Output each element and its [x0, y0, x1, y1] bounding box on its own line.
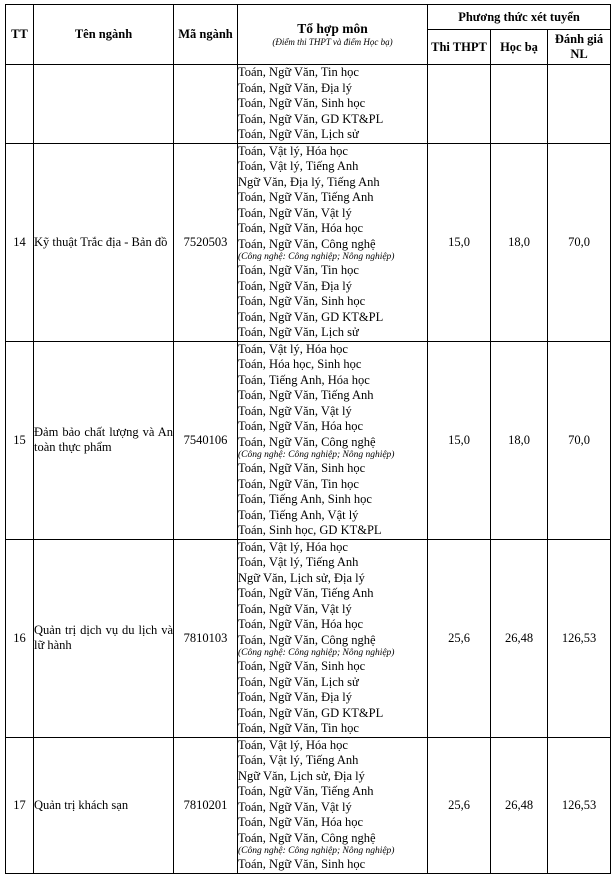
row-major-name: Quản trị dịch vụ du lịch và lữ hành: [34, 539, 174, 737]
combo-item: Toán, Ngữ Văn, Lịch sử: [238, 127, 359, 141]
combo-item: Toán, Ngữ Văn, Tin học: [238, 263, 359, 277]
combo-item: Toán, Ngữ Văn, Tiếng Anh: [238, 784, 374, 798]
table-row: [6, 539, 611, 737]
combo-item: Toán, Ngữ Văn, Sinh học: [238, 294, 366, 308]
table-row: [6, 341, 611, 539]
row-score-thpt: 15,0: [428, 341, 491, 539]
header-hoc-ba: Học bạ: [491, 30, 548, 65]
row-score-thpt: 25,6: [428, 539, 491, 737]
combo-item: Toán, Ngữ Văn, Công nghệ: [238, 434, 376, 449]
table-header: [6, 5, 611, 65]
combo-item: Toán, Ngữ Văn, Địa lý: [238, 278, 352, 293]
combo-item: Toán, Vật lý, Tiếng Anh: [238, 753, 359, 767]
table-row: [6, 65, 611, 144]
row-subject-combos: [238, 737, 428, 873]
row-tt: 15: [6, 341, 34, 539]
row-major-name: [34, 65, 174, 144]
combo-item: Toán, Tiếng Anh, Vật lý: [238, 507, 359, 522]
combo-item: Ngữ Văn, Địa lý, Tiếng Anh: [238, 174, 380, 189]
combo-item: Toán, Ngữ Văn, Hóa học: [238, 221, 364, 235]
combo-item: Toán, Tiếng Anh, Sinh học: [238, 492, 372, 506]
combo-item: Toán, Vật lý, Hóa học: [238, 737, 348, 752]
combo-item: Toán, Ngữ Văn, Vật lý: [238, 403, 352, 418]
combo-item: Toán, Ngữ Văn, GD KT&PL: [238, 111, 384, 126]
combo-item: Toán, Ngữ Văn, Địa lý: [238, 80, 352, 95]
combo-item: Toán, Vật lý, Tiếng Anh: [238, 555, 359, 569]
row-score-dgnl: 70,0: [548, 341, 611, 539]
row-major-name: Đảm bảo chất lượng và An toàn thực phẩm: [34, 341, 174, 539]
row-score-dgnl: [548, 65, 611, 144]
row-score-hoc-ba: [491, 65, 548, 144]
row-tt: 14: [6, 143, 34, 341]
combo-item: Toán, Ngữ Văn, Vật lý: [238, 799, 352, 814]
combo-item: Toán, Ngữ Văn, Sinh học: [238, 96, 366, 110]
combo-item: Ngữ Văn, Lịch sử, Địa lý: [238, 768, 365, 783]
row-subject-combos: [238, 65, 428, 144]
combo-item: Toán, Ngữ Văn, Sinh học: [238, 461, 366, 475]
row-major-code: 7520503: [174, 143, 238, 341]
combo-item: Toán, Vật lý, Hóa học: [238, 143, 348, 158]
combo-item: Toán, Tiếng Anh, Hóa học: [238, 372, 370, 387]
combo-item: Toán, Ngữ Văn, Vật lý: [238, 205, 352, 220]
combo-item: Toán, Ngữ Văn, Công nghệ: [238, 830, 376, 845]
combo-item: Toán, Ngữ Văn, Hóa học: [238, 419, 364, 433]
table-body: [6, 65, 611, 874]
combo-item: Toán, Ngữ Văn, Lịch sử: [238, 674, 359, 689]
combo-item: Toán, Ngữ Văn, Tiếng Anh: [238, 388, 374, 402]
header-thpt: Thi THPT: [428, 30, 491, 65]
row-subject-combos: [238, 143, 428, 341]
combo-item: Toán, Ngữ Văn, Tin học: [238, 721, 359, 735]
row-tt: 17: [6, 737, 34, 873]
row-score-thpt: 15,0: [428, 143, 491, 341]
row-major-code: [174, 65, 238, 144]
row-major-name: Kỹ thuật Trắc địa - Bản đồ: [34, 143, 174, 341]
header-tt: TT: [6, 5, 34, 65]
combo-item: Toán, Ngữ Văn, Tiếng Anh: [238, 190, 374, 204]
row-major-code: 7540106: [174, 341, 238, 539]
header-major-name: Tên ngành: [34, 5, 174, 65]
admission-table: [5, 4, 611, 874]
row-major-code: 7810201: [174, 737, 238, 873]
row-score-dgnl: 126,53: [548, 539, 611, 737]
combo-note: (Công nghệ: Công nghiệp; Nông nghiệp): [238, 648, 395, 658]
combo-item: Toán, Ngữ Văn, Hóa học: [238, 815, 364, 829]
combo-note: (Công nghệ: Công nghiệp; Nông nghiệp): [238, 846, 395, 856]
row-subject-combos: [238, 539, 428, 737]
combo-note: (Công nghệ: Công nghiệp; Nông nghiệp): [238, 450, 395, 460]
header-dgnl: Đánh giá NL: [548, 30, 611, 65]
row-score-dgnl: 126,53: [548, 737, 611, 873]
combo-item: Toán, Ngữ Văn, Công nghệ: [238, 236, 376, 251]
combo-note: (Công nghệ: Công nghiệp; Nông nghiệp): [238, 252, 395, 262]
combo-item: Toán, Hóa học, Sinh học: [238, 357, 362, 371]
combo-item: Toán, Ngữ Văn, Sinh học: [238, 857, 366, 871]
row-tt: [6, 65, 34, 144]
header-subject-combos: [238, 5, 428, 65]
row-score-dgnl: 70,0: [548, 143, 611, 341]
combo-item: Toán, Ngữ Văn, Vật lý: [238, 601, 352, 616]
combo-item: Toán, Ngữ Văn, Địa lý: [238, 690, 352, 704]
row-major-code: 7810103: [174, 539, 238, 737]
combo-item: Toán, Vật lý, Tiếng Anh: [238, 159, 359, 173]
row-score-hoc-ba: 18,0: [491, 341, 548, 539]
combo-item: Toán, Ngữ Văn, GD KT&PL: [238, 705, 384, 720]
table-row: [6, 143, 611, 341]
combo-item: Ngữ Văn, Lịch sử, Địa lý: [238, 570, 365, 585]
combo-item: Toán, Ngữ Văn, Tiếng Anh: [238, 586, 374, 600]
header-combo-title: Tổ hợp môn: [297, 21, 368, 36]
combo-item: Toán, Vật lý, Hóa học: [238, 539, 348, 554]
combo-item: Toán, Ngữ Văn, Tin học: [238, 476, 359, 491]
row-score-thpt: 25,6: [428, 737, 491, 873]
row-subject-combos: [238, 341, 428, 539]
combo-item: Toán, Ngữ Văn, Lịch sử: [238, 325, 359, 339]
combo-item: Toán, Ngữ Văn, Sinh học: [238, 659, 366, 673]
row-score-hoc-ba: 18,0: [491, 143, 548, 341]
row-score-hoc-ba: 26,48: [491, 539, 548, 737]
combo-item: Toán, Ngữ Văn, GD KT&PL: [238, 309, 384, 324]
combo-item: Toán, Ngữ Văn, Công nghệ: [238, 632, 376, 647]
combo-item: Toán, Ngữ Văn, Tin học: [238, 65, 359, 79]
header-major-code: Mã ngành: [174, 5, 238, 65]
table-row: [6, 737, 611, 873]
header-admission-method: Phương thức xét tuyển: [428, 5, 611, 30]
combo-item: Toán, Ngữ Văn, Hóa học: [238, 617, 364, 631]
header-combo-note: (Điểm thi THPT và điểm Học bạ): [272, 37, 393, 47]
row-score-thpt: [428, 65, 491, 144]
combo-item: Toán, Sinh học, GD KT&PL: [238, 523, 382, 537]
combo-item: Toán, Vật lý, Hóa học: [238, 341, 348, 356]
row-score-hoc-ba: 26,48: [491, 737, 548, 873]
row-tt: 16: [6, 539, 34, 737]
row-major-name: Quản trị khách sạn: [34, 737, 174, 873]
